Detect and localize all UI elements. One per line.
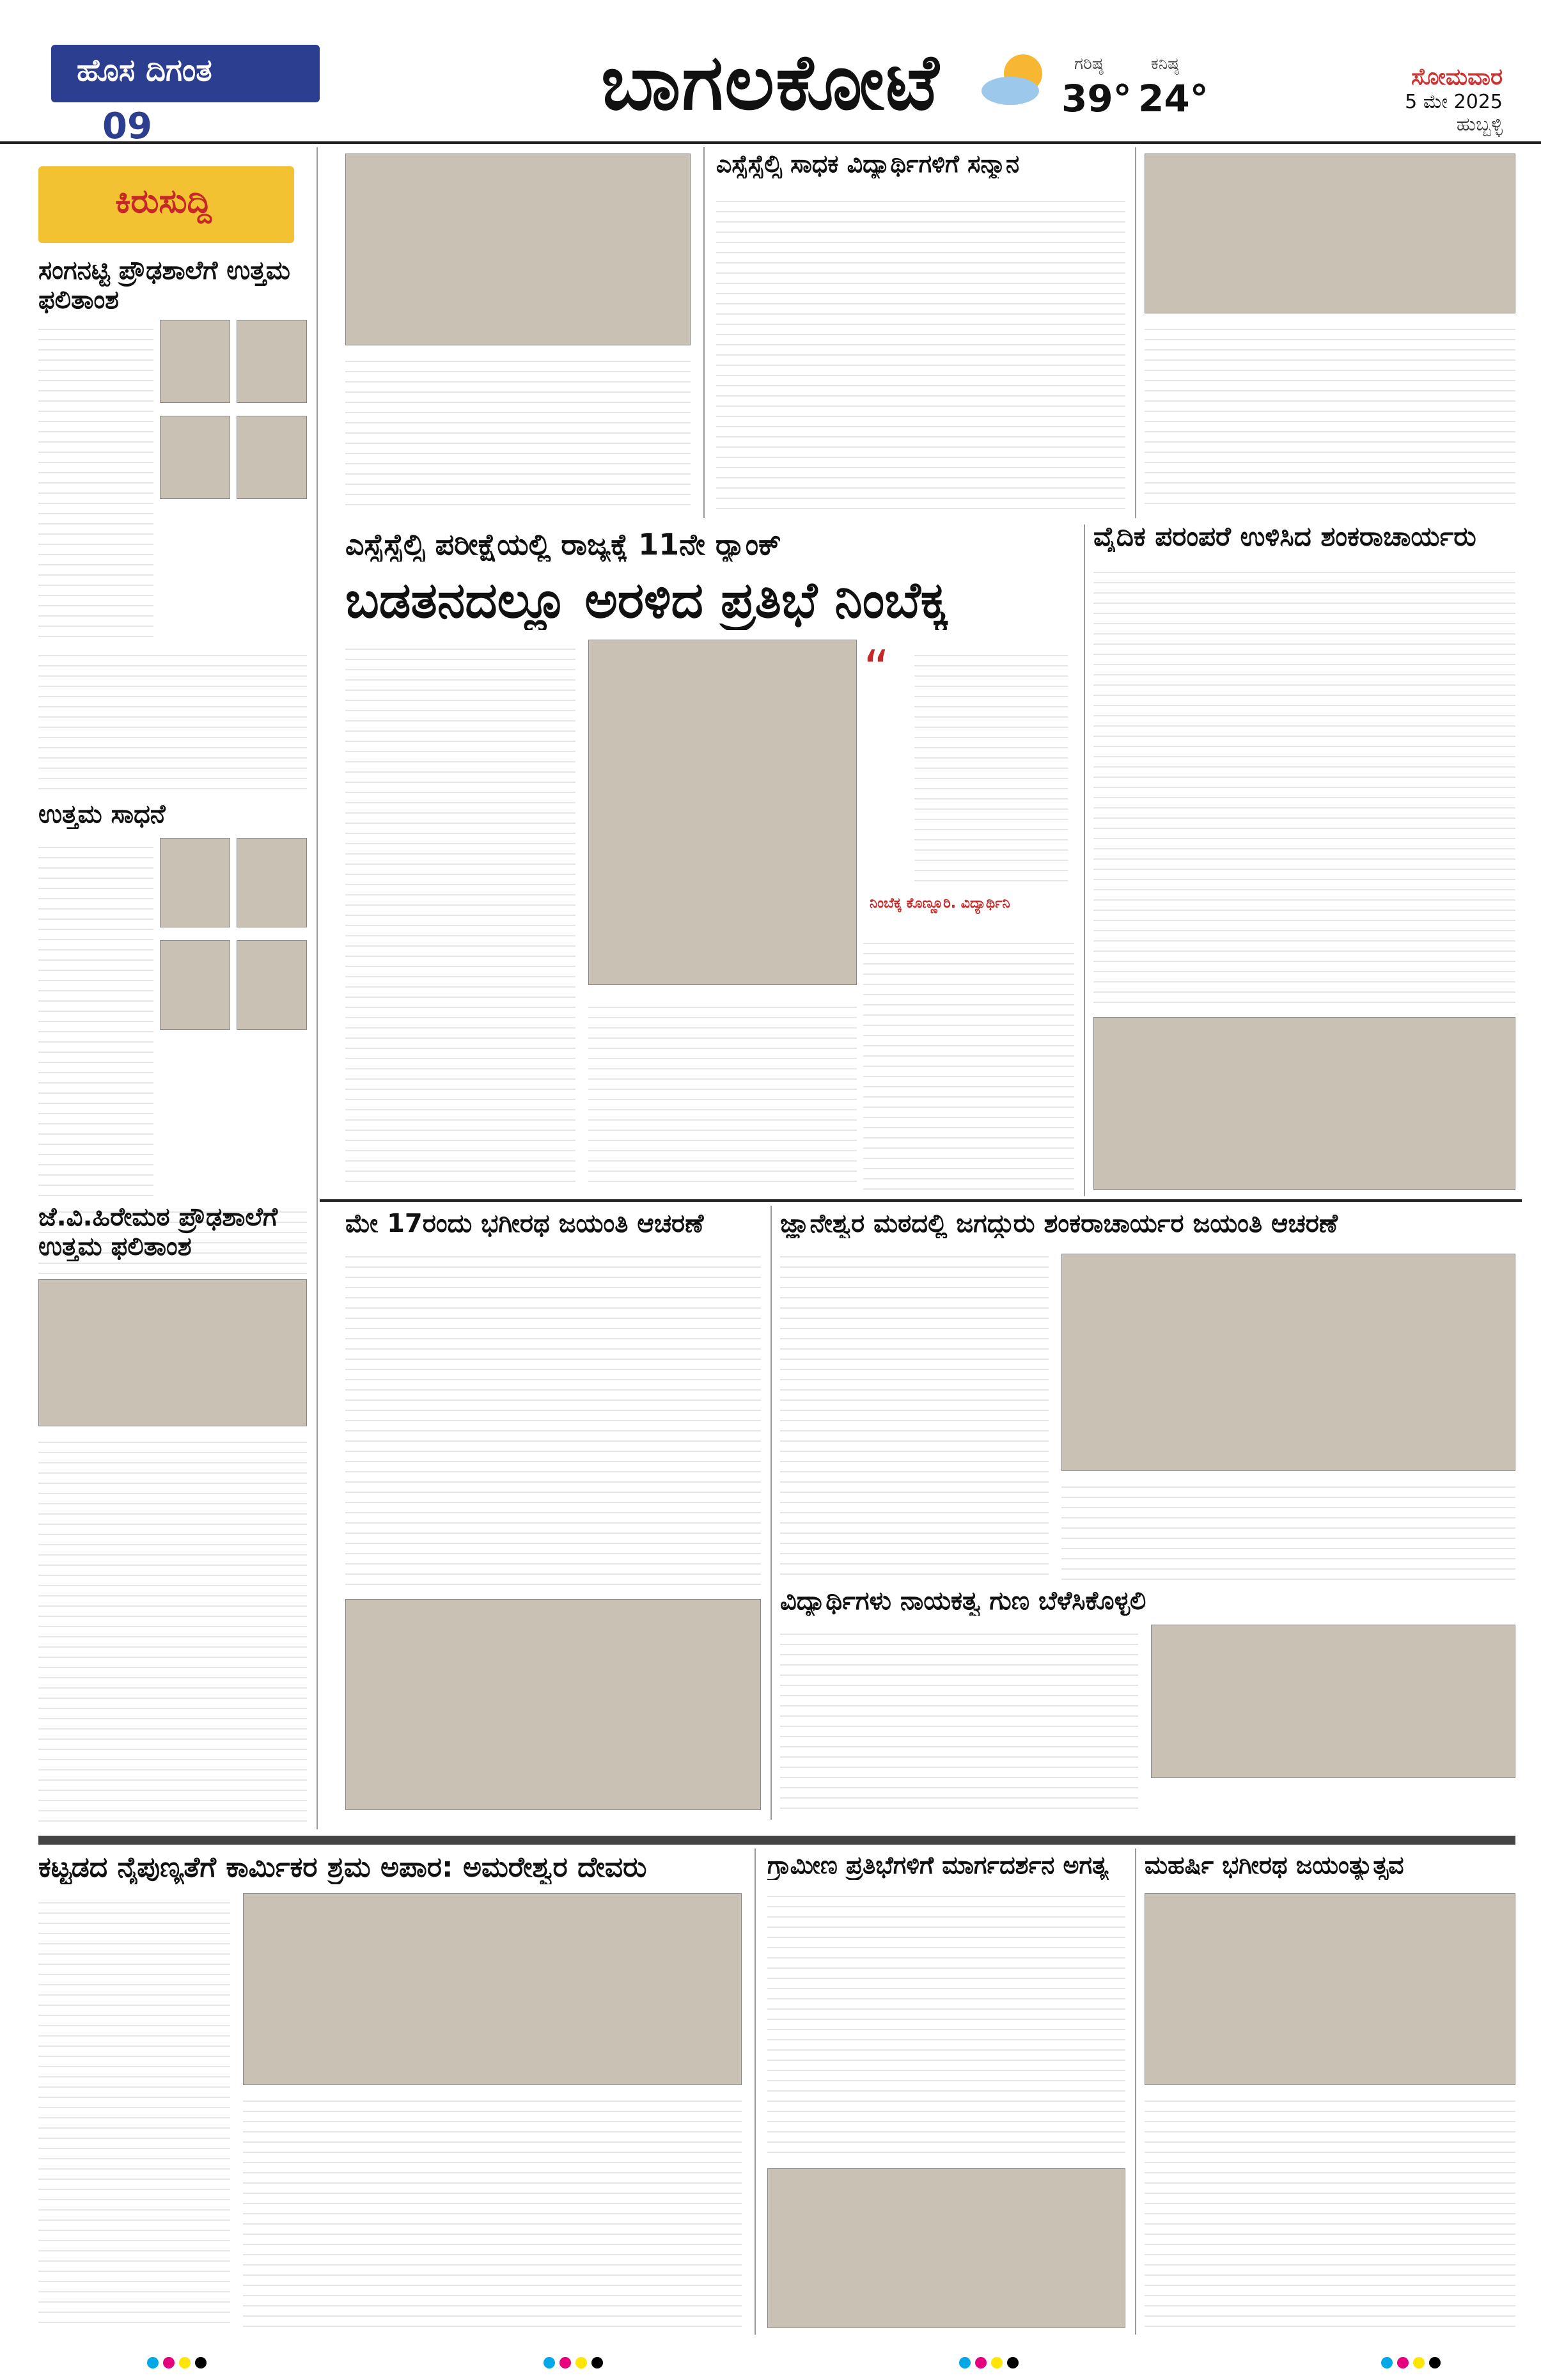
school-photo [38,1279,307,1426]
bottom-right-text [1145,2092,1515,2328]
right-story-photo [1093,1017,1515,1190]
student-photo [160,940,230,1030]
student-photo [237,838,307,927]
lead-kicker: ಎಸ್ಸೆಸ್ಸೆಲ್ಸಿ ಪರೀಕ್ಷೆಯಲ್ಲಿ ರಾಜ್ಯಕ್ಕೆ 11ನೇ ರ‍್ಯಾಂಕ್ [345,528,781,562]
registration-dot [991,2357,1003,2368]
column-divider [317,147,318,1829]
top-center-headline: ಎಸ್ಸೆಸ್ಸೆಲ್ಸಿ ಸಾಧಕ ವಿದ್ಯಾರ್ಥಿಗಳಿಗೆ ಸನ್ಮಾನ [716,150,1020,178]
middle-left-text [345,1247,761,1593]
weather-icon [978,45,1055,115]
middle-left-headline: ಮೇ 17ರಂದು ಭಗೀರಥ ಜಯಂತಿ ಆಚರಣೆ [345,1209,704,1238]
top-center-text [716,192,1125,512]
bottom-center-text [767,1887,1125,2162]
registration-dot [591,2357,603,2368]
lead-headline: ಬಡತನದಲ್ಲೂ ಅರಳಿದ ಪ್ರತಿಭೆ ನಿಂಬೆಕ್ಕ [345,572,948,629]
bottom-center-headline: ಗ್ರಾಮೀಣ ಪ್ರತಿಭೆಗಳಿಗೆ ಮಾರ್ಗದರ್ಶನ ಅಗತ್ಯ [767,1852,1109,1879]
date-box [1311,64,1503,136]
left-story3-text [38,1433,307,1829]
student-photo [237,416,307,499]
jayanti-photo [1061,1254,1515,1471]
bottom-left-headline: ಕಟ್ಟಡದ ನೈಪುಣ್ಯತೆಗೆ ಕಾರ್ಮಿಕರ ಶ್ರಮ ಅಪಾರ: ಅಮರೇಶ್ವರ ದೇವರು [38,1852,647,1884]
day-label: ಸೋಮವಾರ [1411,64,1503,90]
column-divider [1135,1848,1136,2335]
left-story2-headline: ಉತ್ತಮ ಸಾಧನೆ [38,800,166,829]
lower-right-text [780,1625,1138,1817]
left-story2-text [38,838,153,1196]
registration-dot [1397,2357,1409,2368]
registration-dot [1413,2357,1425,2368]
registration-dot [1007,2357,1019,2368]
left-story1-headline: ಸಂಗನಟ್ಟಿ ಪ್ರೌಢಶಾಲೆಗೆ ಉತ್ತಮ ಫಲಿತಾಂಶ [38,256,290,315]
students-photo [767,2168,1125,2328]
section-rule [38,1836,1515,1845]
section-rule [320,1199,1522,1202]
registration-dot [147,2357,159,2368]
date-label: 5 ಮೇ 2025 [1405,91,1503,113]
right-story-text [1093,563,1515,1004]
registration-dot [1381,2357,1393,2368]
bhagiratha-photo [1145,1893,1515,2085]
registration-dot [544,2357,555,2368]
lead-photo [588,640,857,985]
lead-story-text [345,640,575,1190]
registration-dot [575,2357,587,2368]
temp-max: 39° [1061,77,1132,120]
registration-strip [0,2354,1541,2373]
student-photo [160,320,230,403]
section-label: ಕಿರುಸುದ್ದಿ [115,182,212,221]
column-divider [703,147,705,518]
registration-dot [163,2357,175,2368]
registration-dot [959,2357,971,2368]
registration-dot [1429,2357,1441,2368]
photo-caption [345,352,691,512]
bottom-left-text [243,2092,742,2328]
registration-dot [179,2357,191,2368]
bottom-right-headline: ಮಹರ್ಷಿ ಭಗೀರಥ ಜಯಂತ್ಯುತ್ಸವ [1145,1852,1404,1879]
leadership-photo [1151,1625,1515,1778]
district-title: ಬಾಗಲಕೋಟೆ [601,38,941,127]
column-divider [1135,147,1136,518]
lower-right-headline: ವಿದ್ಯಾರ್ಥಿಗಳು ನಾಯಕತ್ವ ಗುಣ ಬೆಳೆಸಿಕೊಳ್ಳಲಿ [780,1586,1146,1616]
left-story1-text [38,646,307,793]
quote-mark-icon: “ [863,640,890,699]
middle-right-text [1061,1478,1515,1580]
left-story1-text [38,320,153,640]
registration-dot [975,2357,987,2368]
right-story-headline: ವೈದಿಕ ಪರಂಪರೆ ಉಳಿಸಿದ ಶಂಕರಾಚಾರ್ಯರು [1093,521,1476,552]
bottom-left-text [38,1893,230,2328]
paper-name: ಹೊಸ ದಿಗಂತ [77,52,212,88]
quote-byline: ನಿಂಬೆಕ್ಕ ಕೊಣ್ಣೂರಿ. ವಿದ್ಯಾರ್ಥಿನಿ [870,895,1010,911]
student-photo [160,416,230,499]
group-photo [1145,154,1515,313]
meeting-photo [345,1599,761,1810]
photo-caption [1145,320,1515,512]
temp-max-label: ಗರಿಷ್ಠ [1074,54,1104,74]
page-number: 09 [102,106,152,147]
column-divider [770,1206,772,1820]
masthead [0,0,1541,147]
registration-dot [195,2357,207,2368]
column-divider [755,1848,756,2335]
workers-photo [243,1893,742,2085]
temp-min: 24° [1138,77,1209,120]
column-divider [1084,524,1085,1196]
registration-dot [559,2357,571,2368]
city-label: ಹುಬ್ಬಳ್ಳಿ [1456,113,1503,136]
middle-right-text [780,1247,1049,1580]
student-photo [237,940,307,1030]
lead-story-text [588,998,857,1190]
felicitation-photo [345,154,691,345]
middle-right-headline: ಜ್ಞಾನೇಶ್ವರ ಮಠದಲ್ಲಿ ಜಗದ್ಗುರು ಶಂಕರಾಚಾರ್ಯರ ಜಯಂತಿ ಆಚರಣೆ [780,1209,1338,1238]
pull-quote [863,640,1074,921]
lead-story-text [863,934,1074,1190]
temp-min-label: ಕನಿಷ್ಠ [1151,54,1179,74]
quote-text [914,646,1068,889]
student-photo [237,320,307,403]
student-photo [160,838,230,927]
left-story3-headline: ಜೆ.ವಿ.ಹಿರೇಮಠ ಪ್ರೌಢಶಾಲೆಗೆ ಉತ್ತಮ ಫಲಿತಾಂಶ [38,1202,278,1261]
